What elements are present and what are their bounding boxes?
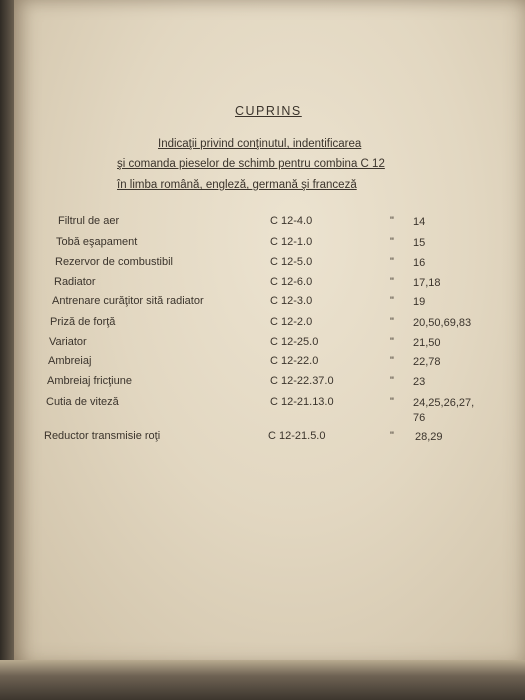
entry-name: Filtrul de aer [58,215,120,227]
entry-code: C 12-4.0 [270,215,313,227]
ditto-mark: " [390,236,394,248]
entry-pages-continued: 76 [413,412,426,424]
entry-name: Variator [49,336,87,348]
entry-name: Ambreiaj [48,355,92,367]
intro-line-1: Indicaţii privind conţinutul, indentificarea [158,138,362,150]
entry-name: Radiator [54,276,96,288]
entry-code: C 12-25.0 [270,336,319,348]
entry-code: C 12-1.0 [270,236,313,248]
toc-row [0,276,525,294]
entry-name: Ambreiaj fricţiune [47,375,132,387]
ditto-mark: " [390,256,394,268]
ditto-mark: " [390,215,394,227]
entry-pages: 14 [413,216,426,228]
entry-pages: 16 [413,257,426,269]
entry-code: C 12-22.37.0 [270,375,334,387]
entry-pages: 17,18 [413,277,441,289]
toc-row [0,430,525,448]
entry-pages: 23 [413,376,426,388]
entry-pages: 19 [413,296,426,308]
toc-row [0,396,525,430]
toc-row [0,236,525,254]
toc-row [0,316,525,334]
entry-name: Antrenare curăţitor sită radiator [52,295,204,307]
entry-code: C 12-6.0 [270,276,313,288]
entry-code: C 12-21.5.0 [268,430,326,442]
entry-pages: 28,29 [415,431,443,443]
toc-row [0,355,525,373]
intro-line-3: în limba română, engleză, germană şi franceză [117,179,357,191]
toc-row [0,256,525,274]
entry-pages: 24,25,26,27, [413,397,475,409]
table-surface [0,660,525,700]
toc-row [0,295,525,313]
entry-name: Cutia de viteză [46,396,119,408]
ditto-mark: " [390,295,394,307]
entry-pages: 15 [413,237,426,249]
entry-name: Priză de forţă [50,316,116,328]
ditto-mark: " [390,430,394,442]
entry-code: C 12-3.0 [270,295,313,307]
entry-name: Rezervor de combustibil [55,256,173,268]
intro-line-2: şi comanda pieselor de schimb pentru combina C 12 [117,158,385,170]
entry-code: C 12-21.13.0 [270,396,334,408]
ditto-mark: " [390,355,394,367]
toc-row [0,336,525,354]
entry-code: C 12-5.0 [270,256,313,268]
entry-code: C 12-2.0 [270,316,313,328]
ditto-mark: " [390,316,394,328]
ditto-mark: " [390,375,394,387]
page-title: CUPRINS [235,104,302,118]
ditto-mark: " [390,336,394,348]
entry-name: Reductor transmisie roţi [44,430,161,442]
ditto-mark: " [390,396,394,408]
toc-row [0,215,525,233]
ditto-mark: " [390,276,394,288]
toc-row [0,375,525,393]
entry-pages: 22,78 [413,356,441,368]
entry-pages: 20,50,69,83 [413,317,472,329]
entry-pages: 21,50 [413,337,441,349]
entry-code: C 12-22.0 [270,355,319,367]
entry-name: Tobă eşapament [56,236,138,248]
